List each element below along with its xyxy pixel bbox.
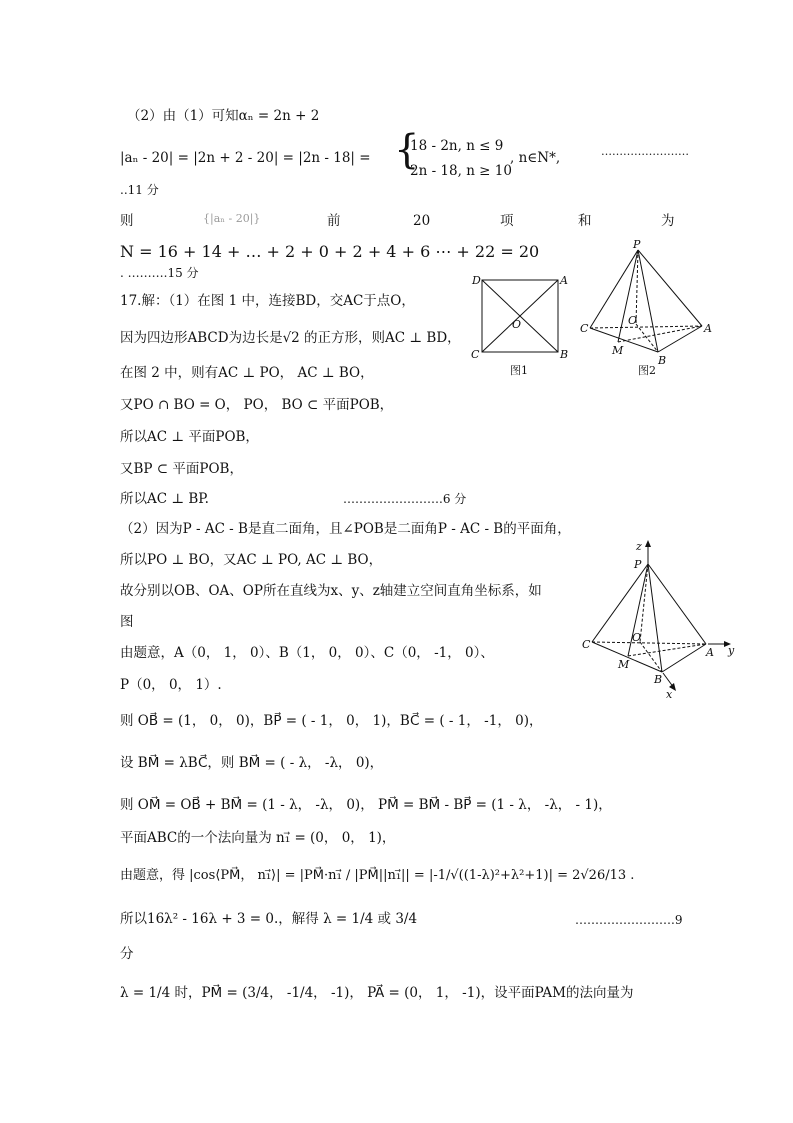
sum-word-wei: 为 <box>661 213 675 229</box>
figure-3-coordinate-pyramid <box>578 538 748 703</box>
fig2-label-C: C <box>580 322 589 335</box>
line-lambda-quarter: λ = 1/4 时，PM⃗ = (3/4， -1/4， -1)， PA⃗ = (0， 1， -1)，设平面PAM的法向量为 <box>120 985 634 1001</box>
fig2-caption: 图2 <box>638 364 656 377</box>
line-po-perp-bo: 所以PO ⊥ BO，又AC ⊥ PO, AC ⊥ BO， <box>120 552 383 568</box>
seq-image: {|aₙ - 20|} <box>203 212 261 225</box>
line-fen: 分 <box>120 946 134 962</box>
fig3-label-x: x <box>666 688 673 701</box>
line-part2-dihedral: （2）因为P - AC - B是直二面角，且∠POB是二面角P - AC - B的平面角， <box>120 521 571 537</box>
figure-1-square <box>466 270 576 380</box>
line-tu: 图 <box>120 614 134 630</box>
brace-symbol: { <box>394 127 420 173</box>
figure-2-pyramid <box>578 240 718 380</box>
sum-word-he: 和 <box>578 213 592 229</box>
line-square: 因为四边形ABCD为边长是√2 的正方形，则AC ⊥ BD， <box>120 330 461 346</box>
fig2-label-M: M <box>612 344 624 357</box>
fig1-label-O: O <box>512 318 522 331</box>
line-intersect: 又PO ∩ BO = O， PO， BO ⊂ 平面POB， <box>120 397 394 413</box>
fig1-label-C: C <box>471 348 480 361</box>
score-dots-1: …………………… <box>601 145 689 158</box>
fig3-label-B: B <box>654 673 663 686</box>
case-2: 2n - 18, n ≥ 10 <box>410 163 512 179</box>
fig1-label-A: A <box>560 274 568 287</box>
score-6: …………………….6 分 <box>343 492 467 506</box>
line-vectors-1: 则 OB⃗ = (1， 0， 0)，BP⃗ = ( - 1， 0， 1)，BC⃗ = ( - 1， -1， 0)， <box>120 713 543 729</box>
score-15: . ……….15 分 <box>120 266 199 280</box>
case-1: 18 - 2n, n ≤ 9 <box>410 138 504 154</box>
fig1-label-D: D <box>472 274 481 287</box>
score-11: ..11 分 <box>120 183 159 197</box>
line-fig2-perp: 在图 2 中，则有AC ⊥ PO， AC ⊥ BO， <box>120 365 374 381</box>
fig3-label-O: O <box>632 631 642 644</box>
line-part2-intro: （2）由（1）可知αₙ = 2n + 2 <box>127 108 320 124</box>
line-normal-vector: 平面ABC的一个法向量为 n₁⃗ = (0， 0， 1)， <box>120 830 396 846</box>
fig1-label-B: B <box>560 348 569 361</box>
fig2-label-A: A <box>704 322 712 335</box>
line-coord-system: 故分别以OB、OA、OP所在直线为x、y、z轴建立空间直角坐标系，如 <box>120 583 542 599</box>
sum-word-20: 20 <box>413 213 431 229</box>
fig2-label-P: P <box>633 238 641 251</box>
line-quadratic: 所以16λ² - 16λ + 3 = 0.，解得 λ = 1/4 或 3/4 <box>120 911 418 927</box>
fig3-label-P: P <box>634 558 642 571</box>
line-17-intro: 17.解：（1）在图 1 中，连接BD，交AC于点O， <box>120 293 415 309</box>
fig1-caption: 图1 <box>510 364 528 377</box>
sum-word-ze: 则 <box>120 213 134 229</box>
line-bm-lambda: 设 BM⃗ = λBC⃗，则 BM⃗ = ( - λ， -λ， 0)， <box>120 755 384 771</box>
fig3-label-C: C <box>582 638 591 651</box>
domain-n: , n∈N*, <box>510 150 561 166</box>
fig3-label-A: A <box>706 646 714 659</box>
line-abs-expression: |aₙ - 20| = |2n + 2 - 20| = |2n - 18| = <box>120 150 371 166</box>
sum-word-qian: 前 <box>327 213 341 229</box>
line-ac-perp-bp: 所以AC ⊥ BP. <box>120 491 209 507</box>
fig3-label-y: y <box>728 644 735 657</box>
score-9: …………………….9 <box>575 913 683 927</box>
fig2-label-B: B <box>658 354 667 367</box>
sum-word-xiang: 项 <box>500 213 514 229</box>
line-om-pm: 则 OM⃗ = OB⃗ + BM⃗ = (1 - λ， -λ， 0)， PM⃗ = BM⃗ - BP⃗ = (1 - λ， -λ， - 1)， <box>120 797 612 813</box>
line-cos-equation: 由题意，得 |cos⟨PM⃗， n₁⃗⟩| = |PM⃗·n₁⃗ / |PM⃗||n₁⃗|| = |-1/√((1-λ)²+λ²+1)| = 2√26/13 . <box>120 868 635 883</box>
fig2-label-O: O <box>628 314 638 327</box>
line-bp-in-plane: 又BP ⊂ 平面POB， <box>120 461 243 477</box>
sum-N: N = 16 + 14 + … + 2 + 0 + 2 + 4 + 6 ⋯ + 22 = 20 <box>120 242 540 261</box>
fig3-label-z: z <box>636 540 642 553</box>
line-ac-perp-plane: 所以AC ⊥ 平面POB， <box>120 429 259 445</box>
line-coord-p: P（0， 0， 1）. <box>120 677 222 693</box>
fig3-label-M: M <box>618 658 630 671</box>
line-coords-abc: 由题意，A（0， 1， 0）、B（1， 0， 0）、C（0， -1， 0）、 <box>120 645 494 661</box>
